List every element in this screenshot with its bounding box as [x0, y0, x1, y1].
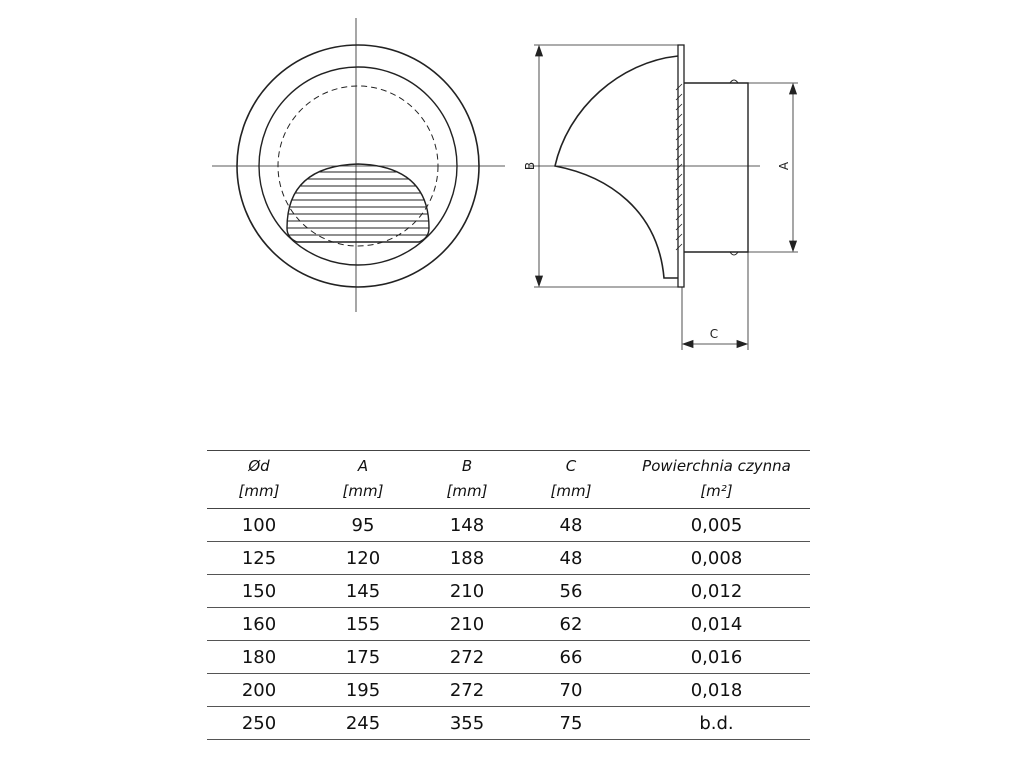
table-cell: 100 — [207, 509, 311, 542]
table-cell: 75 — [519, 707, 623, 740]
table-cell: 155 — [311, 608, 415, 641]
grille-outline — [287, 164, 429, 242]
dimension-a-label: A — [777, 161, 791, 171]
table-cell: 0,016 — [623, 641, 810, 674]
table-cell: 125 — [207, 542, 311, 575]
table-cell: 200 — [207, 674, 311, 707]
table-row — [207, 608, 810, 641]
header-b — [415, 451, 519, 509]
dimension-c-label: C — [709, 327, 719, 341]
header-unit: [mm] — [238, 482, 280, 500]
table-cell: 148 — [415, 509, 519, 542]
header-c — [519, 451, 623, 509]
table-cell: 62 — [519, 608, 623, 641]
table-row — [207, 542, 810, 575]
table-header-row — [207, 451, 810, 509]
table-cell: 245 — [311, 707, 415, 740]
header-unit: [mm] — [446, 482, 488, 500]
header-label: Ød — [248, 457, 270, 475]
header-unit: [mm] — [550, 482, 592, 500]
table-cell: 355 — [415, 707, 519, 740]
header-label: Powierchnia czynna — [642, 457, 791, 475]
table-cell: 48 — [519, 542, 623, 575]
dimension-b-label: B — [523, 161, 537, 171]
wall-hatch — [676, 84, 682, 250]
table-cell: 66 — [519, 641, 623, 674]
duct-spigot — [684, 83, 748, 252]
table-cell: 48 — [519, 509, 623, 542]
table-cell: 160 — [207, 608, 311, 641]
front-view — [212, 18, 505, 312]
hood-profile — [555, 56, 678, 278]
table-cell: 0,012 — [623, 575, 810, 608]
table-cell: 95 — [311, 509, 415, 542]
table-cell: 210 — [415, 575, 519, 608]
table-cell: 272 — [415, 674, 519, 707]
header-label: C — [565, 457, 577, 475]
table-cell: 210 — [415, 608, 519, 641]
table-cell: b.d. — [623, 707, 810, 740]
table-cell: 188 — [415, 542, 519, 575]
table-cell: 250 — [207, 707, 311, 740]
table-row — [207, 707, 810, 740]
table-cell: 0,008 — [623, 542, 810, 575]
table-cell: 150 — [207, 575, 311, 608]
side-view — [523, 45, 798, 350]
table-cell: 180 — [207, 641, 311, 674]
table-cell: 175 — [311, 641, 415, 674]
table-cell: 145 — [311, 575, 415, 608]
table-cell: 120 — [311, 542, 415, 575]
header-unit: [m²] — [700, 482, 733, 500]
table-row — [207, 641, 810, 674]
table-cell: 56 — [519, 575, 623, 608]
header-free-area — [623, 451, 810, 509]
table-cell: 272 — [415, 641, 519, 674]
table-cell: 70 — [519, 674, 623, 707]
table-row — [207, 509, 810, 542]
header-diameter — [207, 451, 311, 509]
table-row — [207, 575, 810, 608]
header-unit: [mm] — [342, 482, 384, 500]
table-cell: 0,005 — [623, 509, 810, 542]
table-cell: 0,014 — [623, 608, 810, 641]
header-label: B — [461, 457, 473, 475]
dimensions-table — [207, 450, 810, 740]
table-cell: 0,018 — [623, 674, 810, 707]
table-row — [207, 674, 810, 707]
header-label: A — [357, 457, 369, 475]
table-cell: 195 — [311, 674, 415, 707]
header-a — [311, 451, 415, 509]
